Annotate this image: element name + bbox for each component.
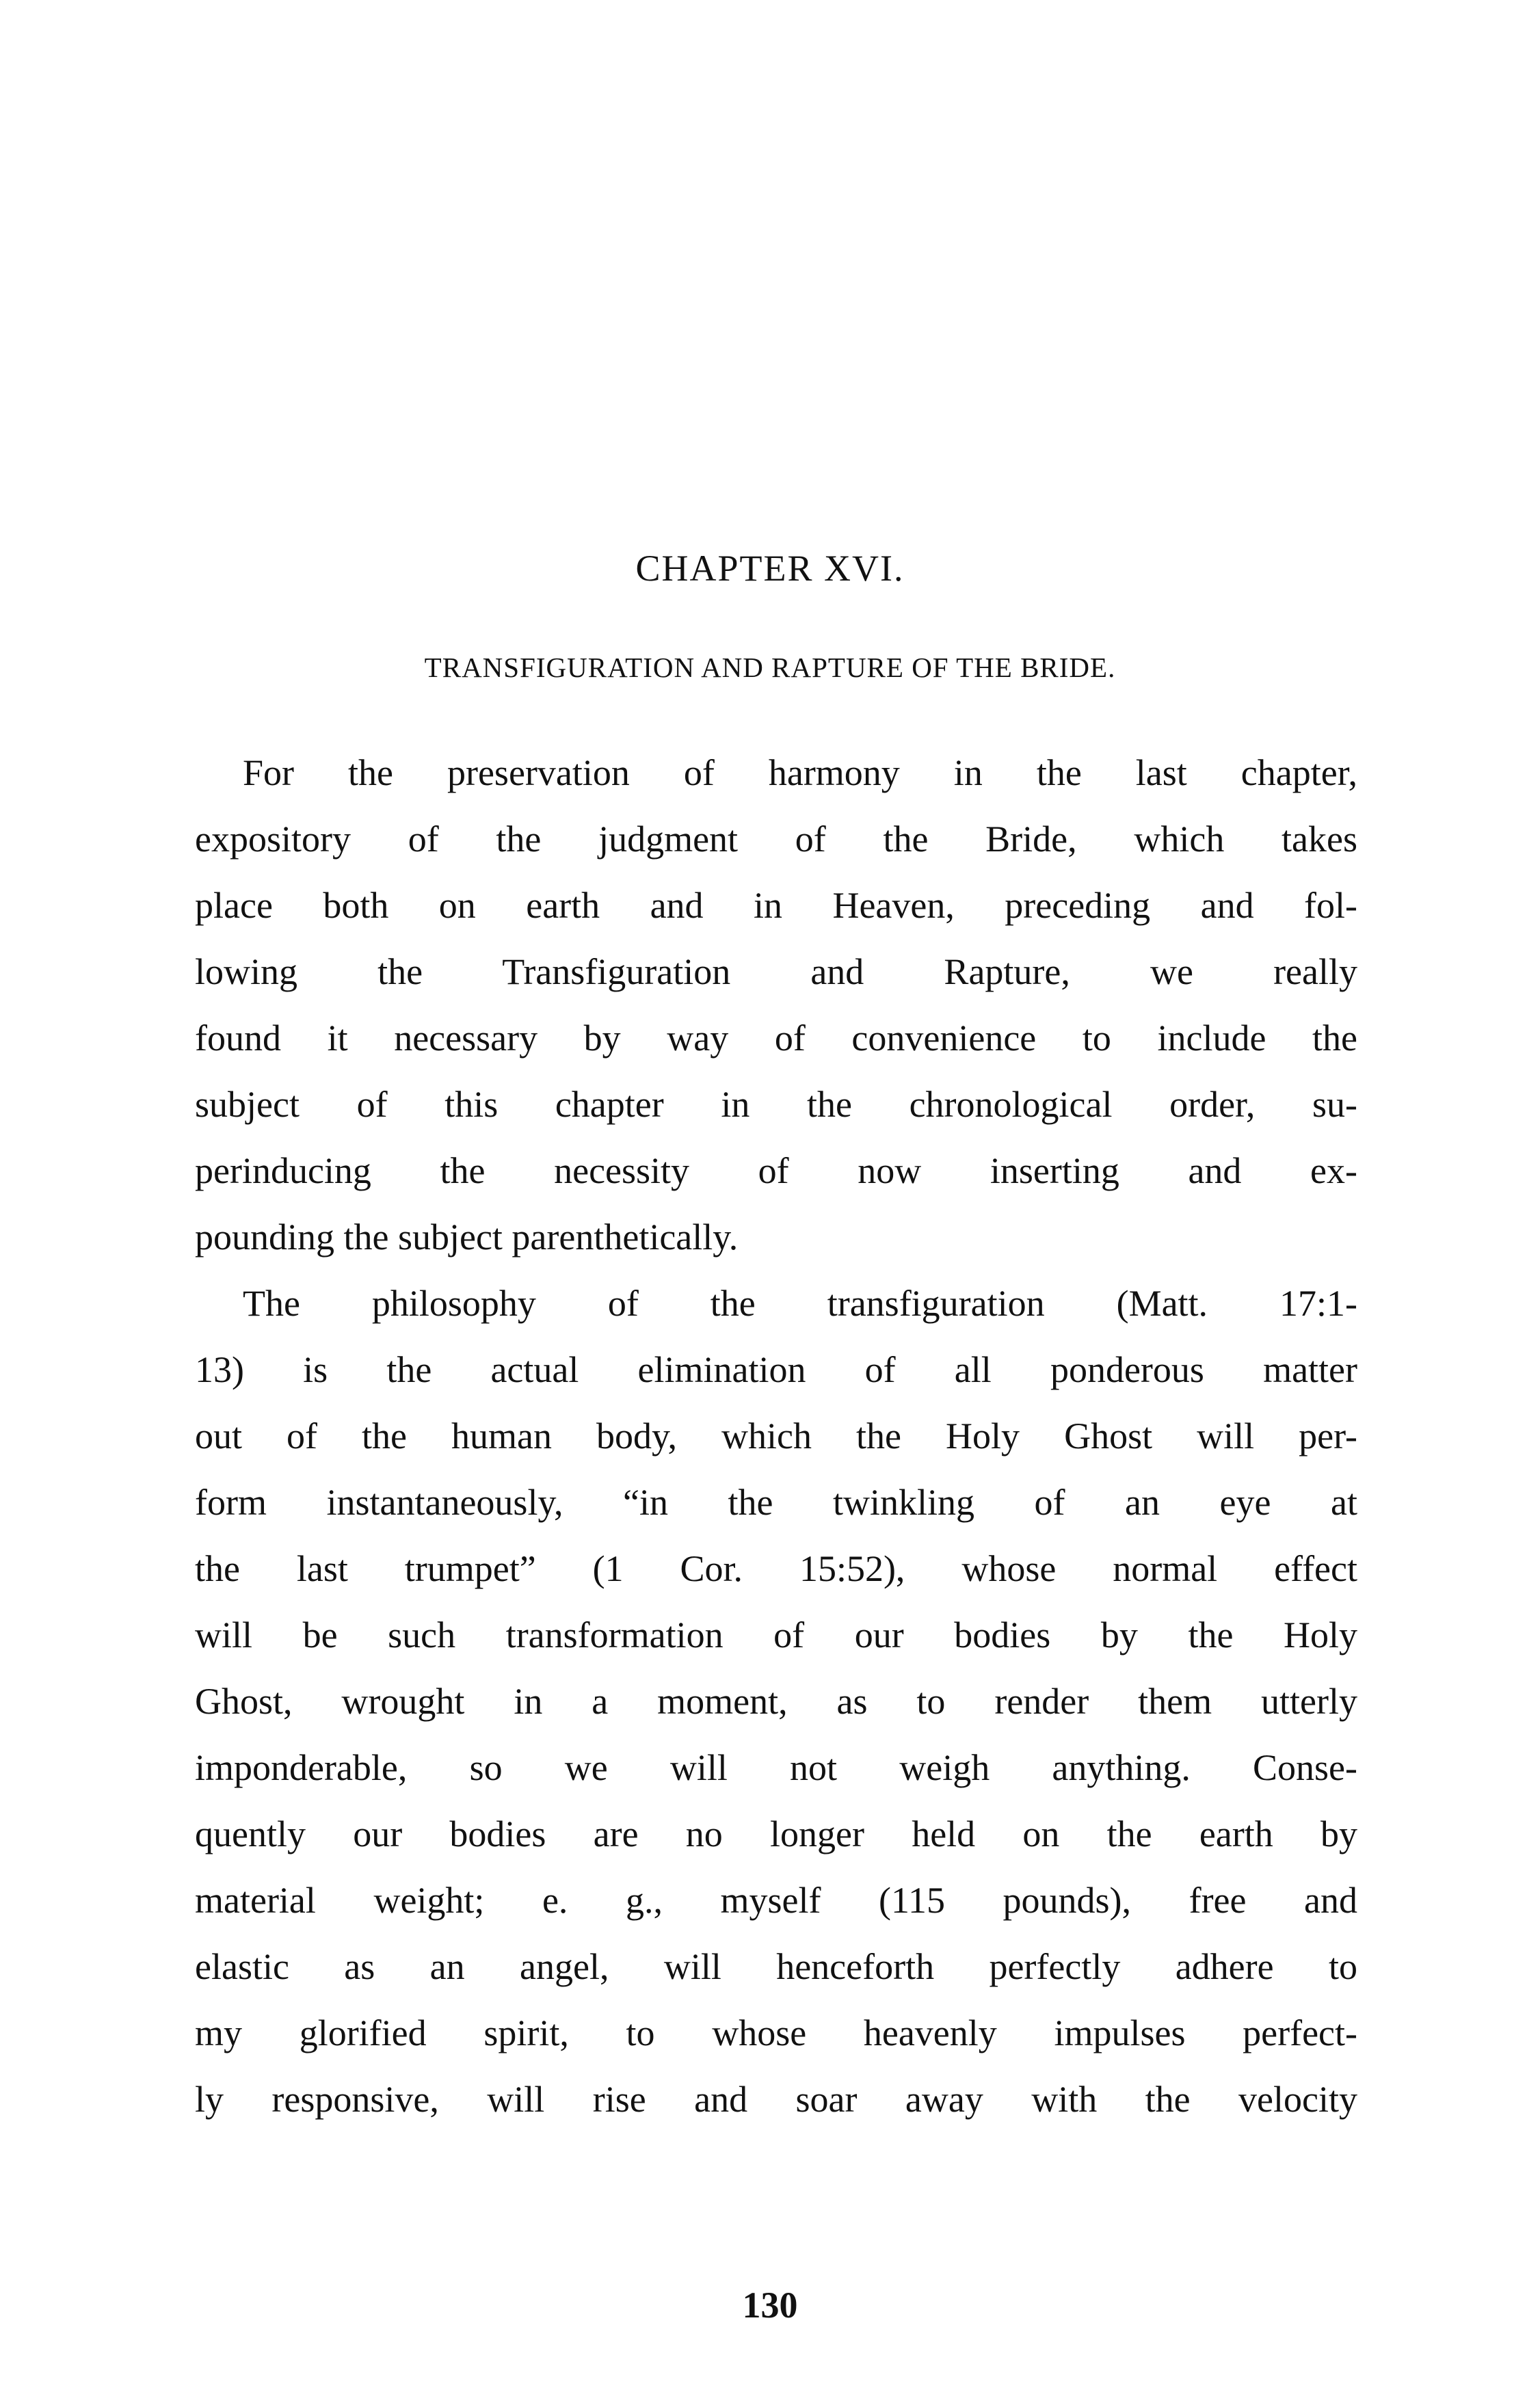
page-number: 130 (742, 2285, 798, 2326)
text-line: subject of this chapter in the chronological order, su- (195, 1084, 1357, 1125)
text-line: ly responsive, will rise and soar away with the velocity (195, 2079, 1357, 2120)
text-line: 13) is the actual elimination of all ponderous matter (195, 1349, 1357, 1390)
text-line: lowing the Transfiguration and Rapture, we really (195, 951, 1357, 992)
chapter-title: CHAPTER XVI. (635, 548, 905, 589)
text-line: elastic as an angel, will henceforth perfectly adhere to (195, 1946, 1357, 1987)
text-line: place both on earth and in Heaven, preceding and fol- (195, 885, 1357, 926)
text-line: Ghost, wrought in a moment, as to render them utterly (195, 1681, 1357, 1722)
text-line: For the preservation of harmony in the last chapter, (243, 752, 1357, 793)
body-text (195, 740, 1357, 2133)
text-line: will be such transformation of our bodies by the Holy (195, 1614, 1357, 1655)
text-line: perinducing the necessity of now inserting and ex- (195, 1150, 1357, 1191)
text-line: form instantaneously, “in the twinkling of an eye at (195, 1482, 1357, 1523)
text-line: quently our bodies are no longer held on the earth by (195, 1813, 1357, 1854)
chapter-subtitle: TRANSFIGURATION AND RAPTURE OF THE BRIDE. (424, 652, 1116, 683)
text-line: the last trumpet” (1 Cor. 15:52), whose normal effect (195, 1548, 1357, 1589)
text-line: material weight; e. g., myself (115 pounds), free and (195, 1880, 1357, 1921)
text-line: expository of the judgment of the Bride, which takes (195, 819, 1357, 860)
text-line: The philosophy of the transfiguration (Matt. 17:1- (243, 1283, 1357, 1324)
text-line: imponderable, so we will not weigh anything. Conse- (195, 1747, 1357, 1788)
text-line: out of the human body, which the Holy Ghost will per- (195, 1415, 1357, 1457)
text-line: found it necessary by way of convenience to include the (195, 1018, 1357, 1059)
text-line: my glorified spirit, to whose heavenly impulses perfect- (195, 2012, 1357, 2053)
text-line: pounding the subject parenthetically. (195, 1216, 739, 1258)
